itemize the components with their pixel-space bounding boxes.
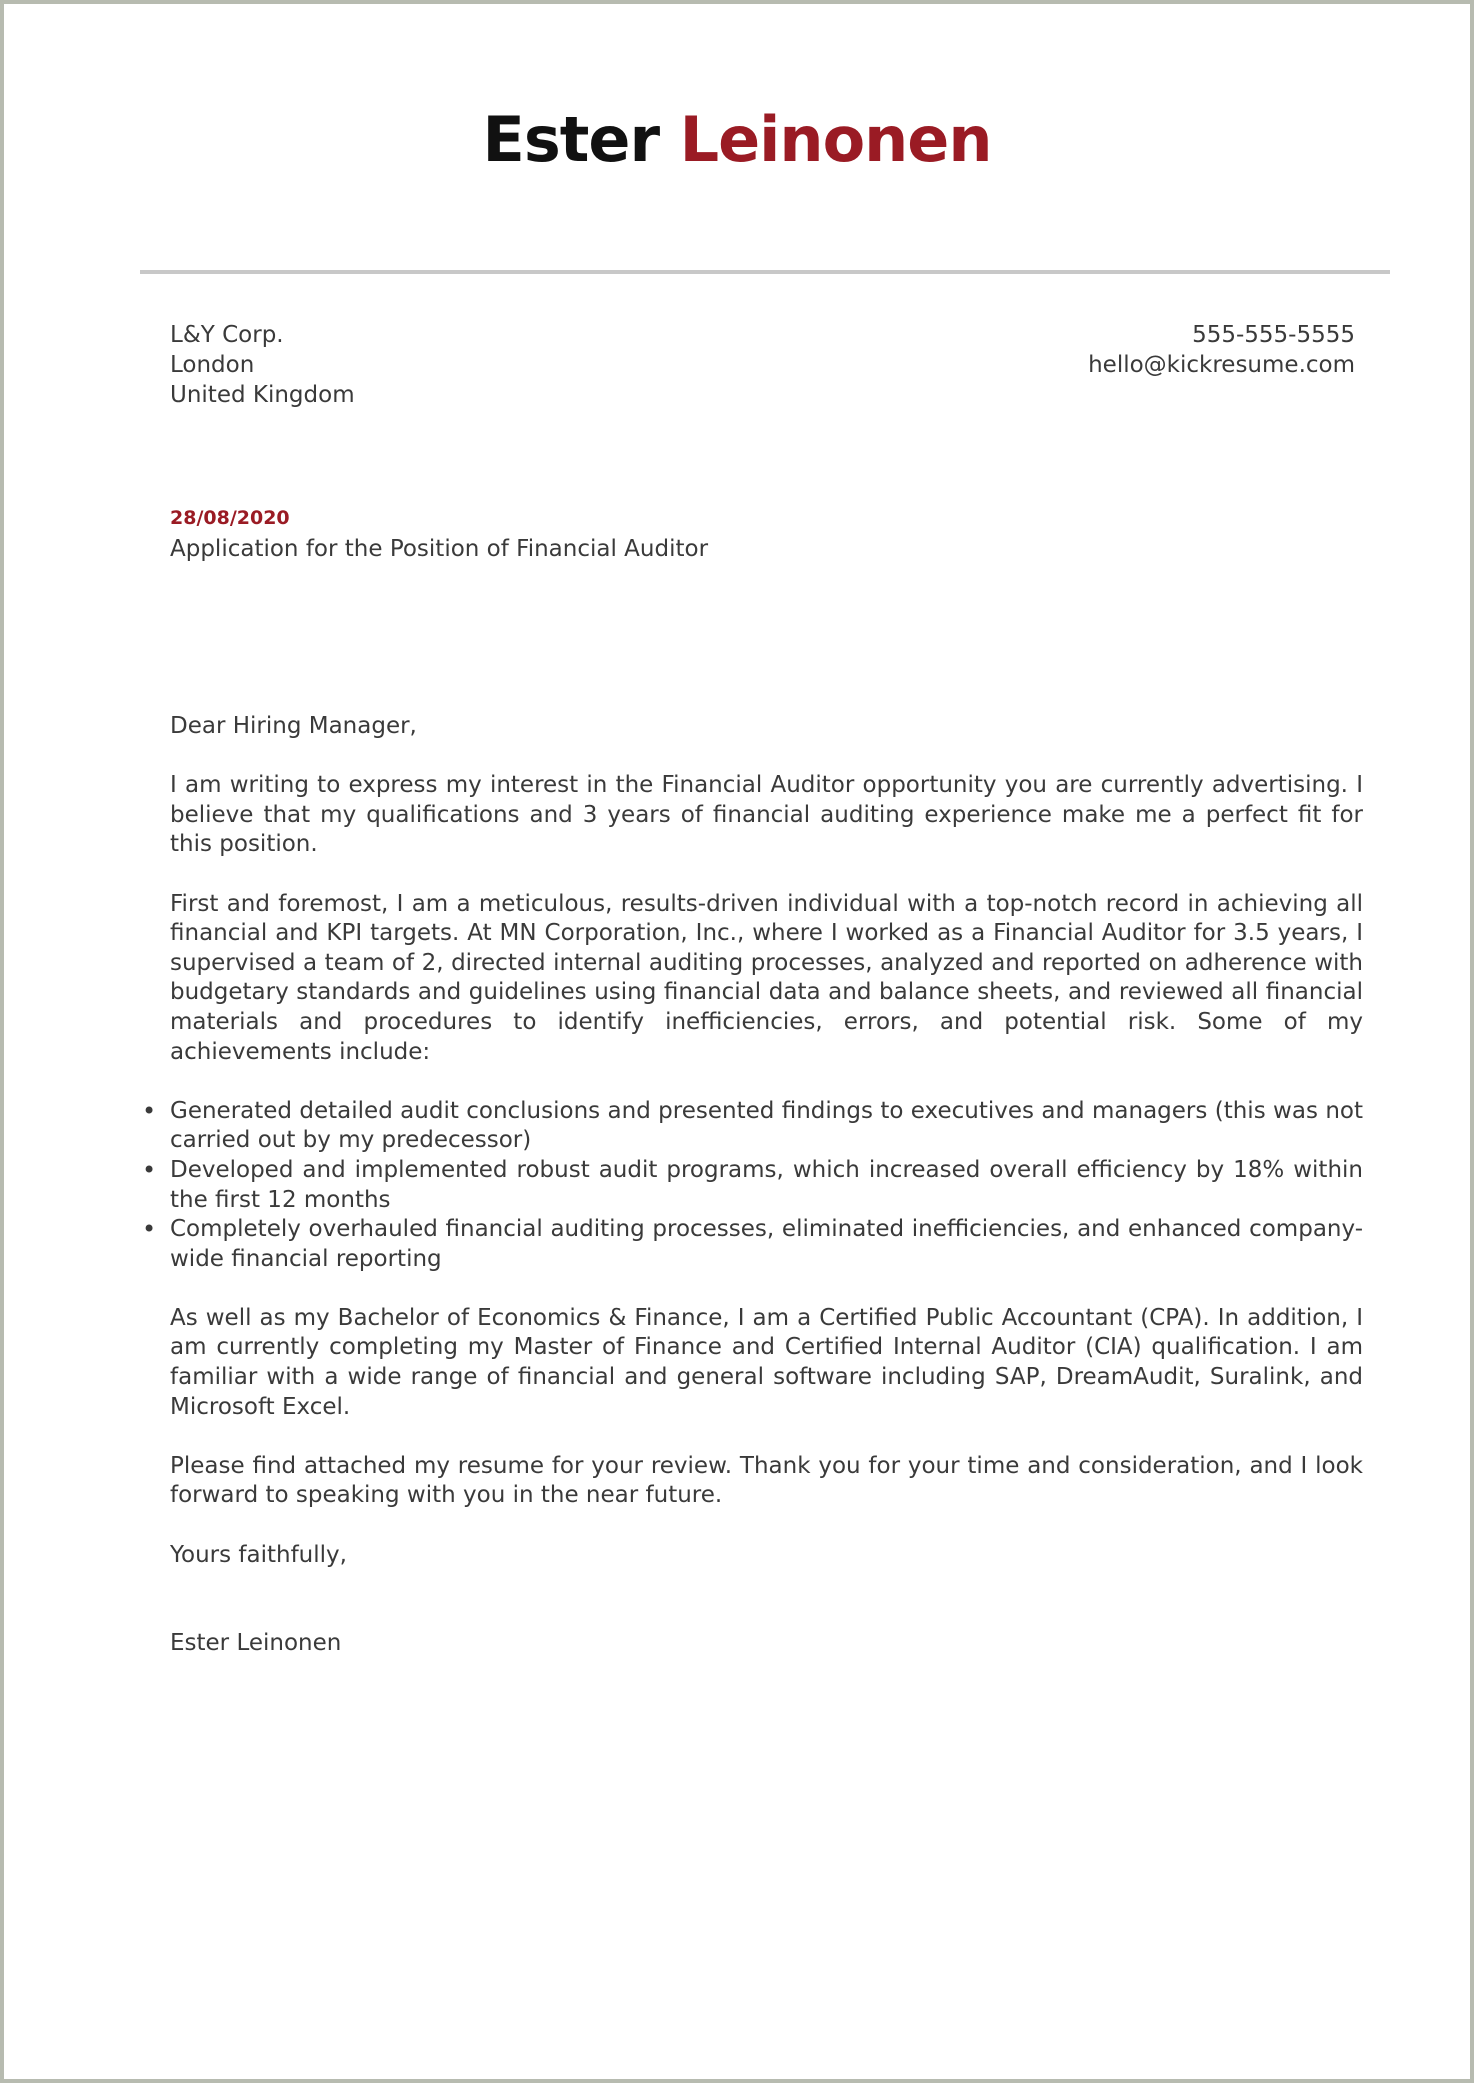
- achievement-item: [142, 1096, 1363, 1156]
- letter-body: [142, 712, 1363, 1689]
- applicant-first-name: Ester: [482, 103, 660, 176]
- sender-contact: [1088, 320, 1355, 380]
- signature-spacer: [170, 1600, 1363, 1630]
- contact-email: hello@kickresume.com: [1088, 352, 1355, 378]
- achievement-item: [142, 1155, 1363, 1215]
- letter-greeting: Dear Hiring Manager,: [170, 713, 417, 739]
- achievement-text: Completely overhauled financial auditing processes, eliminated inefficiencies, and enhanced company-wide financial reporting: [170, 1216, 1363, 1272]
- contact-phone: 555-555-5555: [1192, 322, 1355, 348]
- bullet-icon: •: [142, 1096, 157, 1125]
- achievement-text: Generated detailed audit conclusions and presented findings to executives and managers (this was not carried out by my predecessor): [170, 1097, 1363, 1154]
- letter-signature: Ester Leinonen: [170, 1630, 342, 1657]
- bullet-icon: •: [142, 1155, 157, 1184]
- recipient-city: London: [170, 352, 255, 378]
- recipient-company: L&Y Corp.: [170, 322, 284, 348]
- applicant-name-heading: [4, 100, 1470, 180]
- letter-paragraph: As well as my Bachelor of Economics & Finance, I am a Certified Public Accountant (CPA). In addition, I am currently completing my Master of Finance and Certified Internal Auditor (CIA) qualification. I am familiar with a wide range of financial and general software including SAP, DreamAudit, Suralink, and Microsoft Excel.: [170, 1304, 1363, 1420]
- achievement-item: [142, 1215, 1363, 1274]
- bullet-icon: •: [142, 1215, 157, 1244]
- recipient-address: [170, 320, 355, 410]
- letter-paragraph: I am writing to express my interest in the Financial Auditor opportunity you are currently advertising. I believe that my qualifications and 3 years of financial auditing experience make me a perfect fit for this position.: [170, 772, 1363, 858]
- letter-date: 28/08/2020: [170, 507, 290, 529]
- letter-closing: Yours faithfully,: [170, 1541, 347, 1568]
- achievements-list: [142, 1096, 1363, 1275]
- letter-subject: Application for the Position of Financial Auditor: [170, 536, 709, 562]
- header-divider: [140, 270, 1390, 274]
- letter-paragraph: First and foremost, I am a meticulous, results-driven individual with a top-notch record in achieving all financial and KPI targets. At MN Corporation, Inc., where I worked as a Financial Auditor for 3.5 years, I supervised a team of 2, directed internal auditing processes, analyzed and reported on adherence with budgetary standards and guidelines using financial data and balance sheets, and reviewed all financial materials and procedures to identify inefficiencies, errors, and potential risk. Some of my achievements include:: [170, 890, 1363, 1065]
- letter-paragraph: Please find attached my resume for your review. Thank you for your time and consideration, and I look forward to speaking with you in the near future.: [170, 1452, 1363, 1509]
- applicant-last-name: Leinonen: [679, 103, 992, 176]
- recipient-country: United Kingdom: [170, 382, 355, 408]
- achievement-text: Developed and implemented robust audit programs, which increased overall efficiency by 18% within the first 12 months: [170, 1156, 1363, 1213]
